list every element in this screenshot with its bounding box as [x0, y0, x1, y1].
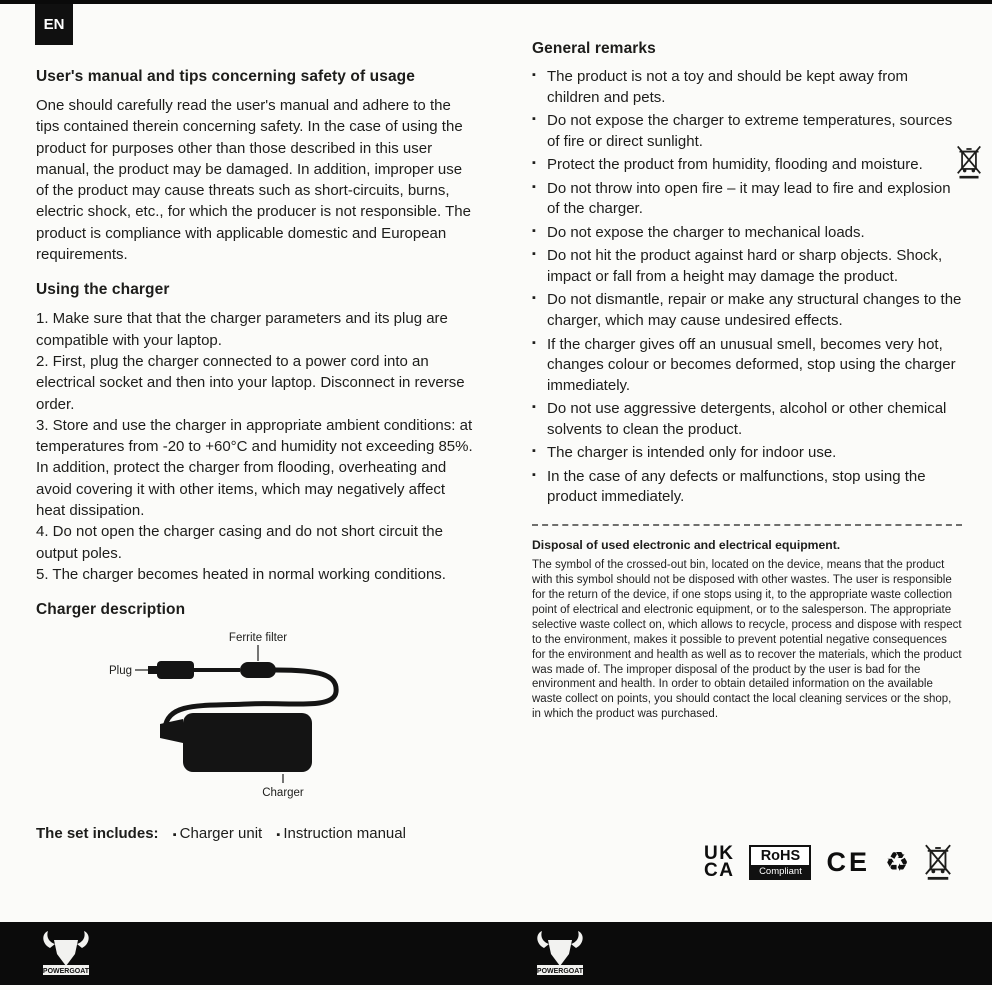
remark-item: ▪ Do not dismantle, repair or make any structural changes to the charger, which may cause undesired effects. [532, 290, 962, 331]
using-charger-steps [36, 308, 474, 585]
remark-item: ▪ The product is not a toy and should be kept away from children and pets. [532, 67, 962, 108]
general-remarks-list [532, 67, 962, 508]
charger-label: Charger [262, 787, 304, 800]
remark-item: ▪ Do not expose the charger to extreme temperatures, sources of fire or direct sunlight. [532, 111, 962, 152]
recycle-icon: ♻ [884, 846, 910, 877]
remark-item: ▪ Protect the product from humidity, flooding and moisture. [532, 155, 962, 176]
remark-item: ▪ Do not hit the product against hard or sharp objects. Shock, impact or fall from a height may damage the product. [532, 246, 962, 287]
language-badge [35, 4, 73, 45]
remark-item: ▪ If the charger gives off an unusual smell, becomes very hot, changes colour or becomes deformed, stop using the charger immediately. [532, 335, 962, 397]
remark-item: ▪ Do not use aggressive detergents, alcohol or other chemical solvents to clean the product. [532, 399, 962, 440]
disposal-paragraph: The symbol of the crossed-out bin, located on the device, means that the product with this symbol should not be disposed with other wastes. The user is responsible for the return of the device, if one stops using it, to the appropriate waste collection point of electrical and electronic equipment, or to the salesperson. The appropriate selective waste collect on, which allows to recycle, process and dispose with respect to the environment, makes it possible to prevent potential negative consequences for the environment and health as well as to recover the materials, which the product was made of. The improper disposal of the product by the user is bad for the environment and health. In order to obtain detailed information on the available waste collect on points, you should contact the local cleaning services or the shop, in which the product was purchased. [532, 558, 962, 721]
goat-logo-icon [40, 928, 92, 978]
general-remarks-heading: General remarks [532, 40, 656, 57]
set-includes-item-2: ▪ Instruction manual [276, 825, 406, 842]
ukca-line2: CA [704, 860, 735, 881]
goat-logo-icon [534, 928, 586, 978]
ferrite-filter [240, 662, 276, 678]
step-5: 5. The charger becomes heated in normal working conditions. [36, 565, 446, 583]
set-includes [36, 825, 474, 842]
step-2: 2. First, plug the charger connected to a power cord into an electrical socket and then into your laptop. Disconnect in reverse order. [36, 352, 465, 413]
ce-mark: CE [826, 846, 870, 877]
left-column [36, 60, 474, 842]
language-badge-label: EN [43, 16, 65, 33]
charger-description-heading: Charger description [36, 601, 186, 619]
step-1: 1. Make sure that that the charger parameters and its plug are compatible with your laptop. [36, 310, 448, 349]
rohs-label: RoHS [760, 847, 801, 864]
crossed-out-bin-icon [956, 144, 982, 180]
brand-logo [534, 928, 586, 983]
rohs-compliant-label: Compliant [751, 865, 809, 878]
ferrite-filter-label: Ferrite filter [228, 632, 288, 645]
plug-body [157, 661, 194, 679]
charger-diagram [36, 628, 474, 811]
safety-paragraph: One should carefully read the user's manual and adhere to the tips contained therein concerning safety. In the case of using the product for purposes other than those described in this user manual, the product may be damaged. In addition, improper use of the product may cause threats such as short-circuits, burns, electric shock, etc., for which the producer is not responsible. The product is compliance with applicable domestic and European requirements. [36, 97, 471, 264]
step-4: 4. Do not open the charger casing and do not short circuit the output poles. [36, 523, 443, 562]
dashed-divider [532, 524, 962, 526]
remark-item: ▪ The charger is intended only for indoor use. [532, 443, 962, 464]
footer-bar [0, 922, 992, 985]
right-column [532, 32, 962, 722]
charger-diagram-drawing [36, 628, 474, 806]
safety-heading: User's manual and tips concerning safety of usage [36, 68, 415, 85]
page-top-edge [0, 0, 992, 4]
disposal-heading: Disposal of used electronic and electrical equipment. [532, 537, 841, 552]
step-3: 3. Store and use the charger in appropriate ambient conditions: at temperatures from -20 to +60°C and humidity not exceeding 85%. In addition, protect the charger from flooding, overheating and avoid covering it with other items, which may negatively affect heat dissipation. [36, 416, 473, 520]
remark-item: ▪ In the case of any defects or malfunctions, stop using the product immediately. [532, 467, 962, 508]
strain-relief [160, 719, 183, 743]
using-charger-heading: Using the charger [36, 281, 170, 299]
compliance-marks [704, 843, 968, 881]
plug-label: Plug [108, 665, 132, 678]
ukca-line1: UK [704, 842, 735, 864]
set-includes-label: The set includes: [36, 825, 159, 843]
weee-bin-icon-bottom [924, 843, 952, 881]
ukca-mark [704, 842, 735, 881]
brand-logo-text: POWERGOAT [42, 968, 90, 975]
weee-bin-icon [956, 144, 982, 185]
remark-item: ▪ Do not throw into open fire – it may lead to fire and explosion of the charger. [532, 179, 962, 220]
brand-logo-text: POWERGOAT [536, 968, 584, 975]
set-includes-item-1: ▪ Charger unit [173, 825, 263, 842]
brand-logo [40, 928, 92, 983]
rohs-badge [749, 845, 811, 880]
remark-item: ▪ Do not expose the charger to mechanical loads. [532, 223, 962, 244]
charger-body [183, 713, 312, 772]
plug-tip [148, 666, 157, 674]
